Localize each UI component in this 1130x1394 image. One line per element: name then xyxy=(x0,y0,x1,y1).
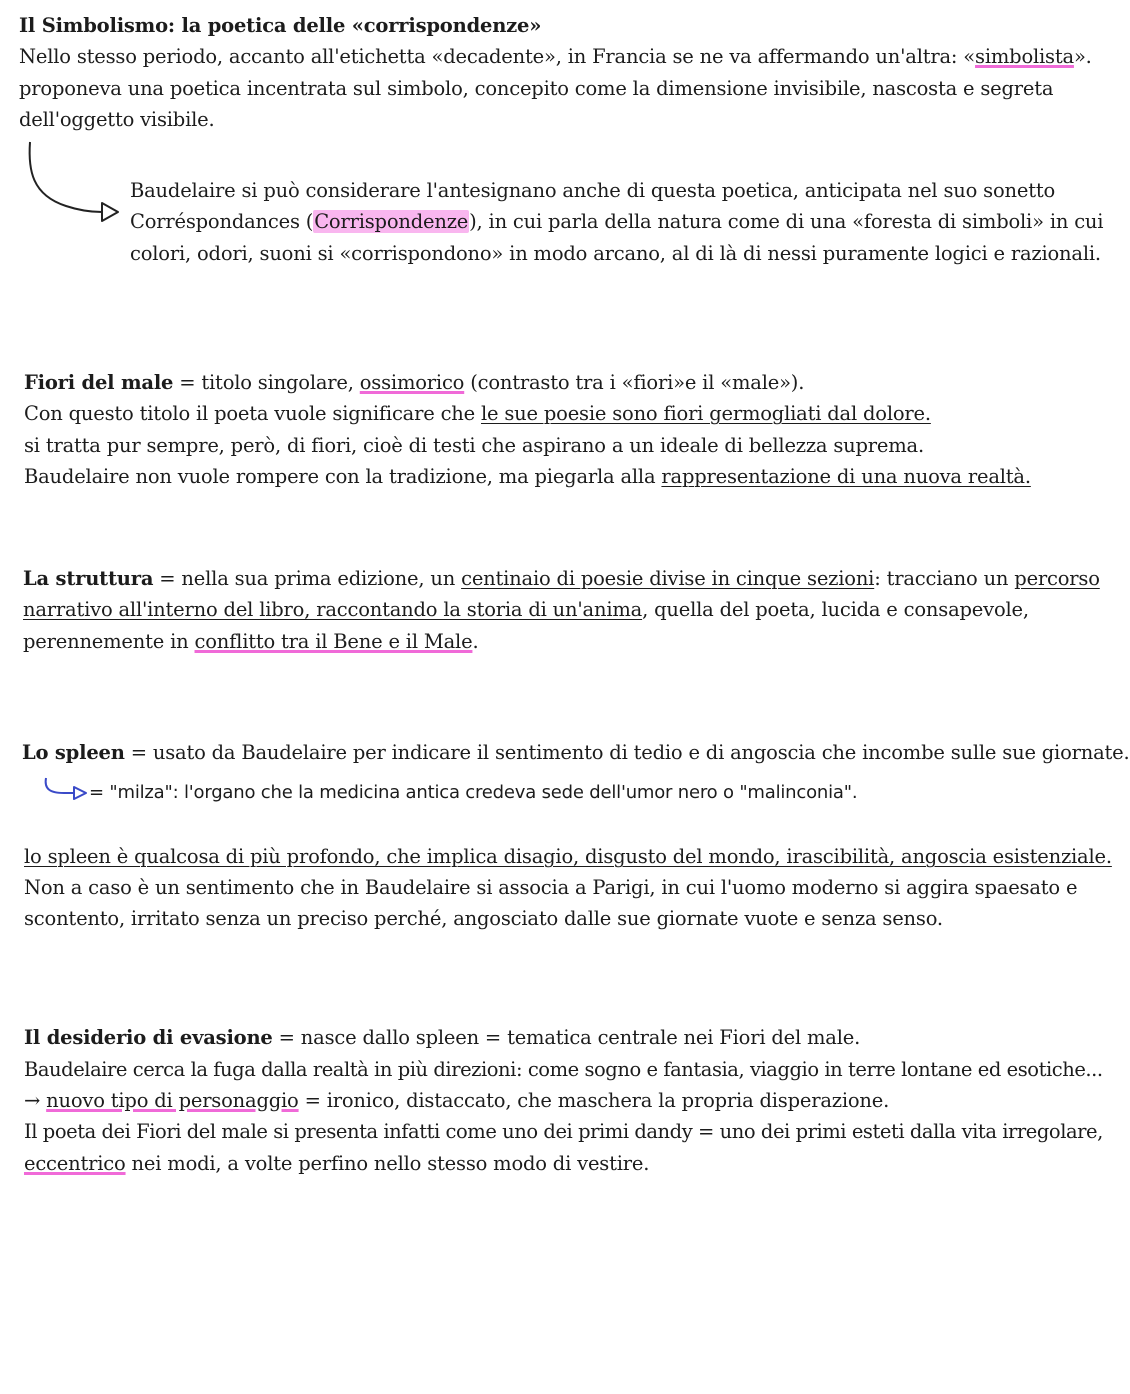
section-title-simbolismo: Il Simbolismo: la poetica delle «corrispondenze» xyxy=(19,14,542,37)
text: , quella del poeta, lucida e consapevole, xyxy=(642,598,1029,621)
text: ». xyxy=(1073,45,1092,68)
paragraph-line: si tratta pur sempre, però, di fiori, cioè di testi che aspirano a un ideale di bellezza suprema. xyxy=(24,434,924,457)
paragraph-line xyxy=(23,597,1029,623)
text: . xyxy=(472,630,479,653)
highlight-corrispondenze: Corrispondenze xyxy=(314,210,469,233)
arrow-glyph: → xyxy=(24,1089,47,1112)
paragraph-line xyxy=(24,1088,889,1114)
text: nei modi, a volte perfino nello stesso modo di vestire. xyxy=(125,1152,650,1175)
underlined-text: rappresentazione di una nuova realtà. xyxy=(661,465,1031,488)
paragraph-line: scontento, irritato senza un preciso perché, angosciato dalle sue giornate vuote e senza senso. xyxy=(24,907,943,930)
highlight-ossimorico: ossimorico xyxy=(359,371,465,394)
text: = ironico, distaccato, che maschera la propria disperazione. xyxy=(298,1089,890,1112)
section-title-evasione: Il desiderio di evasione xyxy=(24,1026,273,1049)
indented-line: colori, odori, suoni si «corrispondono» in modo arcano, al di là di nessi puramente logici e razionali. xyxy=(130,242,1101,265)
text: : tracciano un xyxy=(874,567,1015,590)
paragraph-line xyxy=(24,844,1112,870)
text: = nasce dallo spleen = tematica centrale nei Fiori del male. xyxy=(272,1026,861,1049)
section-title-spleen: Lo spleen xyxy=(22,741,125,764)
paragraph-line xyxy=(24,370,804,396)
text: = usato da Baudelaire per indicare il sentimento di tedio e di angoscia che incombe sulle sue giornate. xyxy=(124,741,1130,764)
paragraph-line xyxy=(24,1151,649,1177)
text: ), in cui parla della natura come di una «foresta di simboli» in cui xyxy=(469,210,1104,233)
paragraph-line xyxy=(24,1025,860,1051)
underlined-text: narrativo all'interno del libro, raccontando la storia di un'anima xyxy=(23,598,643,621)
text: = nella sua prima edizione, un xyxy=(153,567,462,590)
indented-line xyxy=(130,209,1103,235)
underlined-text: centinaio di poesie divise in cinque sezioni xyxy=(461,567,875,590)
text: Nello stesso periodo, accanto all'etichetta «decadente», in Francia se ne va affermando un'altra: « xyxy=(19,45,976,68)
paragraph-line xyxy=(24,464,1031,490)
paragraph-line: Non a caso è un sentimento che in Baudelaire si associa a Parigi, in cui l'uomo moderno si aggira spaesato e xyxy=(24,876,1078,899)
paragraph-line xyxy=(23,629,478,655)
text: Baudelaire non vuole rompere con la tradizione, ma piegarla alla xyxy=(24,465,662,488)
curved-arrow-icon xyxy=(44,777,94,801)
curved-arrow-icon xyxy=(26,140,126,230)
paragraph-line: dell'oggetto visibile. xyxy=(19,108,215,131)
indented-line: Baudelaire si può considerare l'antesignano anche di questa poetica, anticipata nel suo sonetto xyxy=(130,179,1056,202)
text: = titolo singolare, xyxy=(173,371,360,394)
paragraph-line: proponeva una poetica incentrata sul simbolo, concepito come la dimensione invisibile, nascosta e segreta xyxy=(19,77,1054,100)
underlined-text: percorso xyxy=(1014,567,1100,590)
highlight-personaggio: nuovo tipo di personaggio xyxy=(46,1089,299,1112)
highlight-simbolista: simbolista xyxy=(975,45,1074,68)
paragraph-line xyxy=(22,740,1130,766)
paragraph-line: Il poeta dei Fiori del male si presenta infatti come uno dei primi dandy = uno dei primi esteti dalla vita irregolare, xyxy=(24,1120,1103,1143)
underlined-text: lo spleen è qualcosa di più profondo, che implica disagio, disgusto del mondo, irascibilità, angoscia esistenziale. xyxy=(24,845,1112,868)
text: (contrasto tra i «fiori»e il «male»). xyxy=(464,371,805,394)
text: perennemente in xyxy=(23,630,195,653)
paragraph-line: Baudelaire cerca la fuga dalla realtà in più direzioni: come sogno e fantasia, viaggio in terre lontane ed esotiche... xyxy=(24,1058,1103,1081)
underlined-text: le sue poesie sono fiori germogliati dal dolore. xyxy=(481,402,931,425)
section-title-struttura: La struttura xyxy=(23,567,154,590)
paragraph-line xyxy=(24,401,931,427)
text: Corréspondances ( xyxy=(130,210,314,233)
highlight-conflitto: conflitto tra il Bene e il Male xyxy=(194,630,473,653)
section-title-fiori: Fiori del male xyxy=(24,371,174,394)
sub-line-milza: = "milza": l'organo che la medicina antica credeva sede dell'umor nero o "malinconia". xyxy=(89,782,858,803)
paragraph-line xyxy=(23,566,1100,592)
paragraph-line xyxy=(19,44,1092,70)
highlight-eccentrico: eccentrico xyxy=(24,1152,126,1175)
text: Con questo titolo il poeta vuole significare che xyxy=(24,402,481,425)
